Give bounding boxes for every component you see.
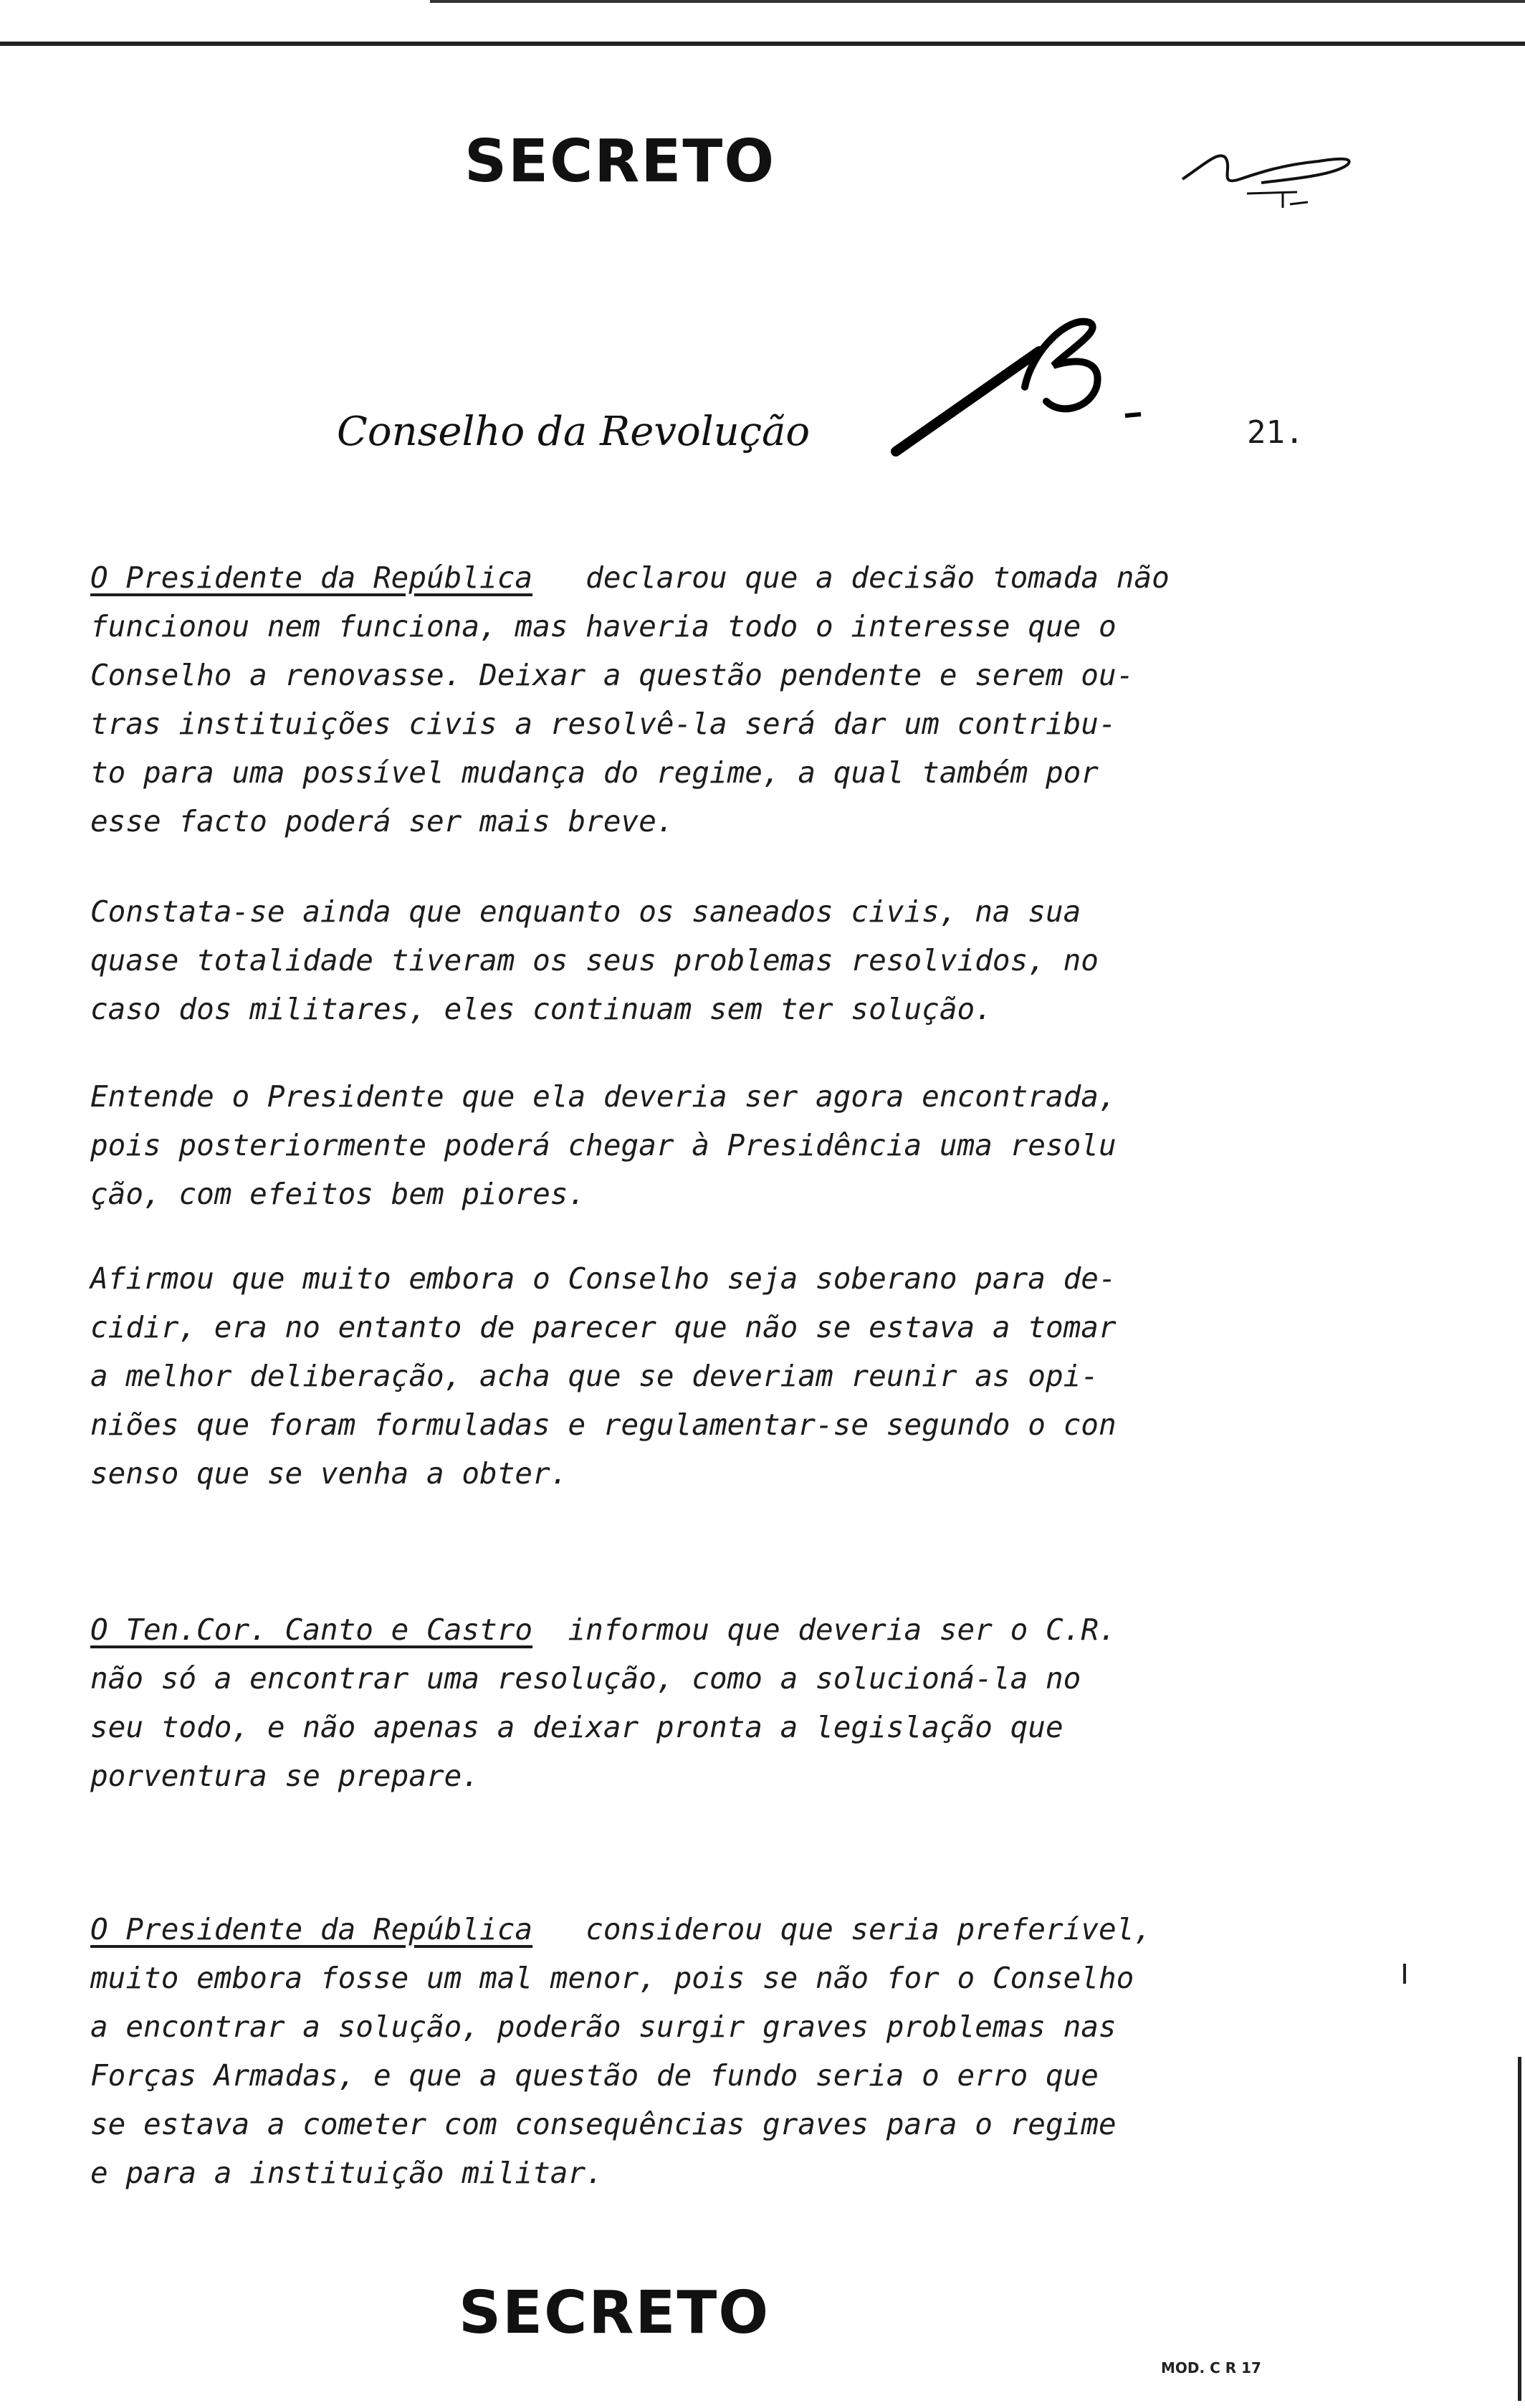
text-line: O Presidente da República declarou que a decisão tomada não xyxy=(90,560,1170,595)
text-line: funcionou nem funciona, mas haveria todo o interesse que o xyxy=(90,609,1117,644)
paragraph-3 xyxy=(90,1072,1273,1218)
paragraph-1 xyxy=(90,553,1273,846)
handwritten-mark xyxy=(889,308,1147,466)
paragraph-5 xyxy=(90,1605,1273,1800)
text-line: a melhor deliberação, acha que se deveriam reunir as opi- xyxy=(90,1359,1099,1393)
text-line: se estava a cometer com consequências graves para o regime xyxy=(90,2107,1117,2141)
initials-signature xyxy=(1175,136,1362,222)
form-code: MOD. C R 17 xyxy=(1161,2359,1261,2376)
margin-mark xyxy=(1403,1964,1406,1984)
text-line: não só a encontrar uma resolução, como a solucioná-la no xyxy=(90,1661,1081,1696)
text-line: Afirmou que muito embora o Conselho seja soberano para de- xyxy=(90,1261,1117,1296)
council-letterhead: Conselho da Revolução xyxy=(337,408,811,455)
text-line: O Presidente da República considerou que seria preferível, xyxy=(90,1912,1152,1946)
text-line: Forças Armadas, e que a questão de fundo seria o erro que xyxy=(90,2058,1099,2093)
text-line: quase totalidade tiveram os seus problemas resolvidos, no xyxy=(90,943,1099,978)
secret-stamp-bottom: SECRETO xyxy=(459,2279,770,2347)
text-line: tras instituições civis a resolvê-la será dar um contribu- xyxy=(90,707,1117,741)
text-line: Conselho a renovasse. Deixar a questão pendente e serem ou- xyxy=(90,658,1134,692)
speaker-name: O Ten.Cor. Canto e Castro xyxy=(90,1612,533,1647)
text-line: seu todo, e não apenas a deixar pronta a legislação que xyxy=(90,1710,1063,1744)
text-line: e para a instituição militar. xyxy=(90,2156,603,2190)
speaker-name: O Presidente da República xyxy=(90,560,533,595)
text-line: muito embora fosse um mal menor, pois se não for o Conselho xyxy=(90,1961,1134,1995)
text-line: pois posteriormente poderá chegar à Presidência uma resolu xyxy=(90,1128,1117,1162)
text-line: caso dos militares, eles continuam sem ter solução. xyxy=(90,992,993,1026)
text-line: esse facto poderá ser mais breve. xyxy=(90,804,674,838)
margin-mark xyxy=(1518,2057,1521,2401)
text-line: niões que foram formuladas e regulamentar-se segundo o con xyxy=(90,1408,1117,1442)
text-line: O Ten.Cor. Canto e Castro informou que deveria ser o C.R. xyxy=(90,1612,1117,1647)
text-line: Entende o Presidente que ela deveria ser agora encontrada, xyxy=(90,1079,1117,1114)
secret-stamp-top: SECRETO xyxy=(464,128,776,196)
text-line: cidir, era no entanto de parecer que não se estava a tomar xyxy=(90,1310,1117,1344)
page-number: 21. xyxy=(1247,414,1304,451)
speaker-name: O Presidente da República xyxy=(90,1912,533,1946)
paragraph-2 xyxy=(90,887,1273,1033)
text-line: a encontrar a solução, poderão surgir graves problemas nas xyxy=(90,2010,1117,2044)
scan-border-line xyxy=(0,42,1525,46)
paragraph-4 xyxy=(90,1254,1273,1498)
paragraph-6 xyxy=(90,1905,1273,2197)
scan-border-line-top xyxy=(430,0,1525,3)
text-line: porventura se prepare. xyxy=(90,1759,480,1793)
text-line: to para uma possível mudança do regime, a qual também por xyxy=(90,755,1099,790)
text-line: senso que se venha a obter. xyxy=(90,1456,568,1491)
text-line: ção, com efeitos bem piores. xyxy=(90,1177,586,1211)
text-line: Constata-se ainda que enquanto os saneados civis, na sua xyxy=(90,894,1081,929)
